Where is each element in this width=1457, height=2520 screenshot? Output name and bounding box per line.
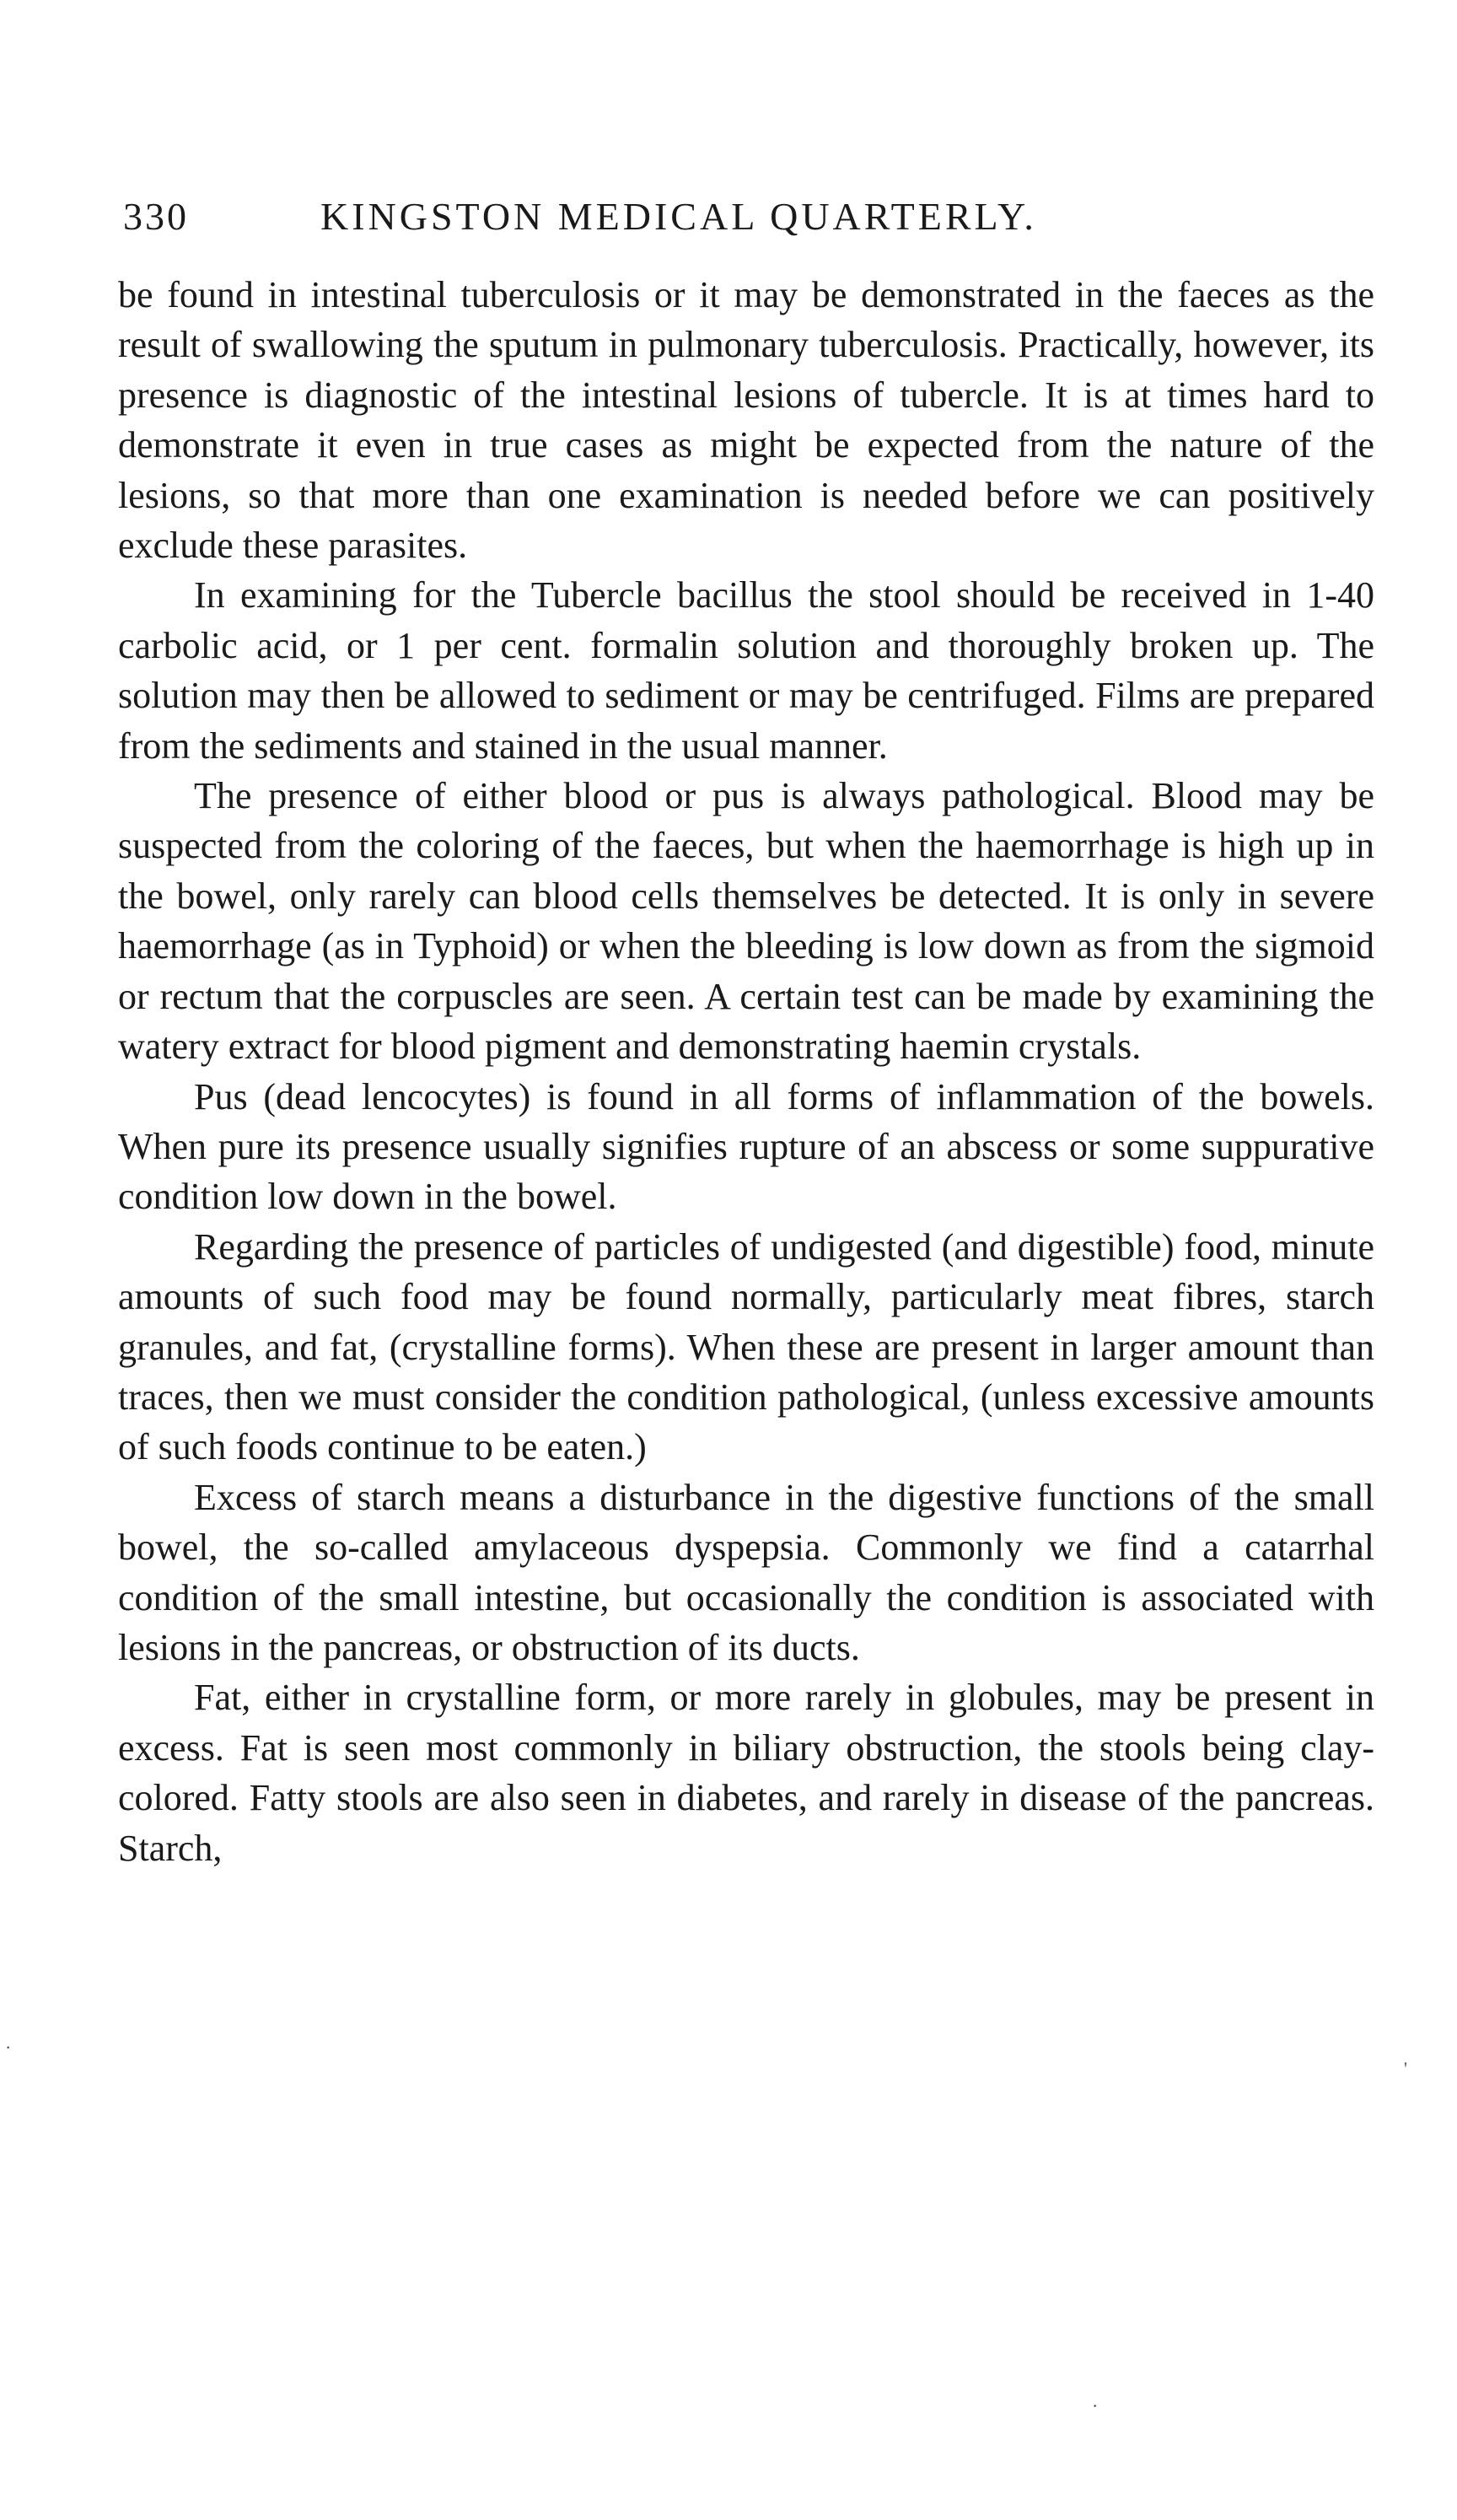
body-text — [118, 270, 1374, 1873]
running-head — [118, 169, 1374, 270]
margin-speck: · — [1092, 2395, 1099, 2416]
document-page — [118, 169, 1374, 1873]
paragraph-undigested-food: Regarding the presence of particles of undigested (and digestible) food, minute amounts of such food may be found normally, particularly meat fibres, starch granules, and fat, (crystalline forms). When these are present in larger amount than traces, then we must consider the condition pathological, (unless excessive amounts of such foods continue to be eaten.) — [118, 1225, 1374, 1468]
paragraph-tubercle-bacillus: In examining for the Tubercle bacillus the stool should be received in 1-40 carbolic acid, or 1 per cent. formalin solution and thoroughly broken up. The solution may then be allowed to sediment or may be centrifuged. Films are prepared from the sediments and stained in the usual manner. — [118, 574, 1374, 767]
margin-speck: ' — [1404, 2058, 1407, 2079]
paragraph-continuation: be found in intestinal tuberculosis or it may be demonstrated in the faeces as the result of swallowing the sputum in pulmonary tuberculosis. Practically, however, its presence is diagnostic of the intestinal lesions of tubercle. It is at times hard to demonstrate it even in true cases as might be expected from the nature of the lesions, so that more than one examination is needed before we can positively exclude these parasites. — [118, 274, 1374, 567]
paragraph-blood-pus: The presence of either blood or pus is always pathological. Blood may be suspected from the coloring of the faeces, but when the haemorrhage is high up in the bowel, only rarely can blood cells themselves be detected. It is only in severe haemorrhage (as in Typhoid) or when the bleeding is low down as from the sigmoid or rectum that the corpuscles are seen. A certain test can be made by examining the watery extract for blood pigment and demonstrating haemin crystals. — [118, 775, 1374, 1068]
journal-title: KINGSTON MEDICAL QUARTERLY. — [320, 195, 1037, 238]
paragraph-fat: Fat, either in crystalline form, or more rarely in globules, may be present in excess. Fat is seen most commonly in biliary obstruction, the stools being clay-colored. Fatty stools are also seen in diabetes, and rarely in disease of the pancreas. Starch, — [118, 1677, 1374, 1869]
page-number: 330 — [123, 195, 189, 238]
paragraph-pus: Pus (dead lencocytes) is found in all forms of inflammation of the bowels. When pure its presence usually signifies rupture of an abscess or some suppurative condition low down in the bowel. — [118, 1075, 1374, 1218]
margin-speck: · — [5, 2037, 12, 2058]
paragraph-starch: Excess of starch means a disturbance in the digestive functions of the small bowel, the so-called amylaceous dyspepsia. Commonly we find a catarrhal condition of the small intestine, but occasionally the condition is associated with lesions in the pancreas, or obstruction of its ducts. — [118, 1476, 1374, 1668]
